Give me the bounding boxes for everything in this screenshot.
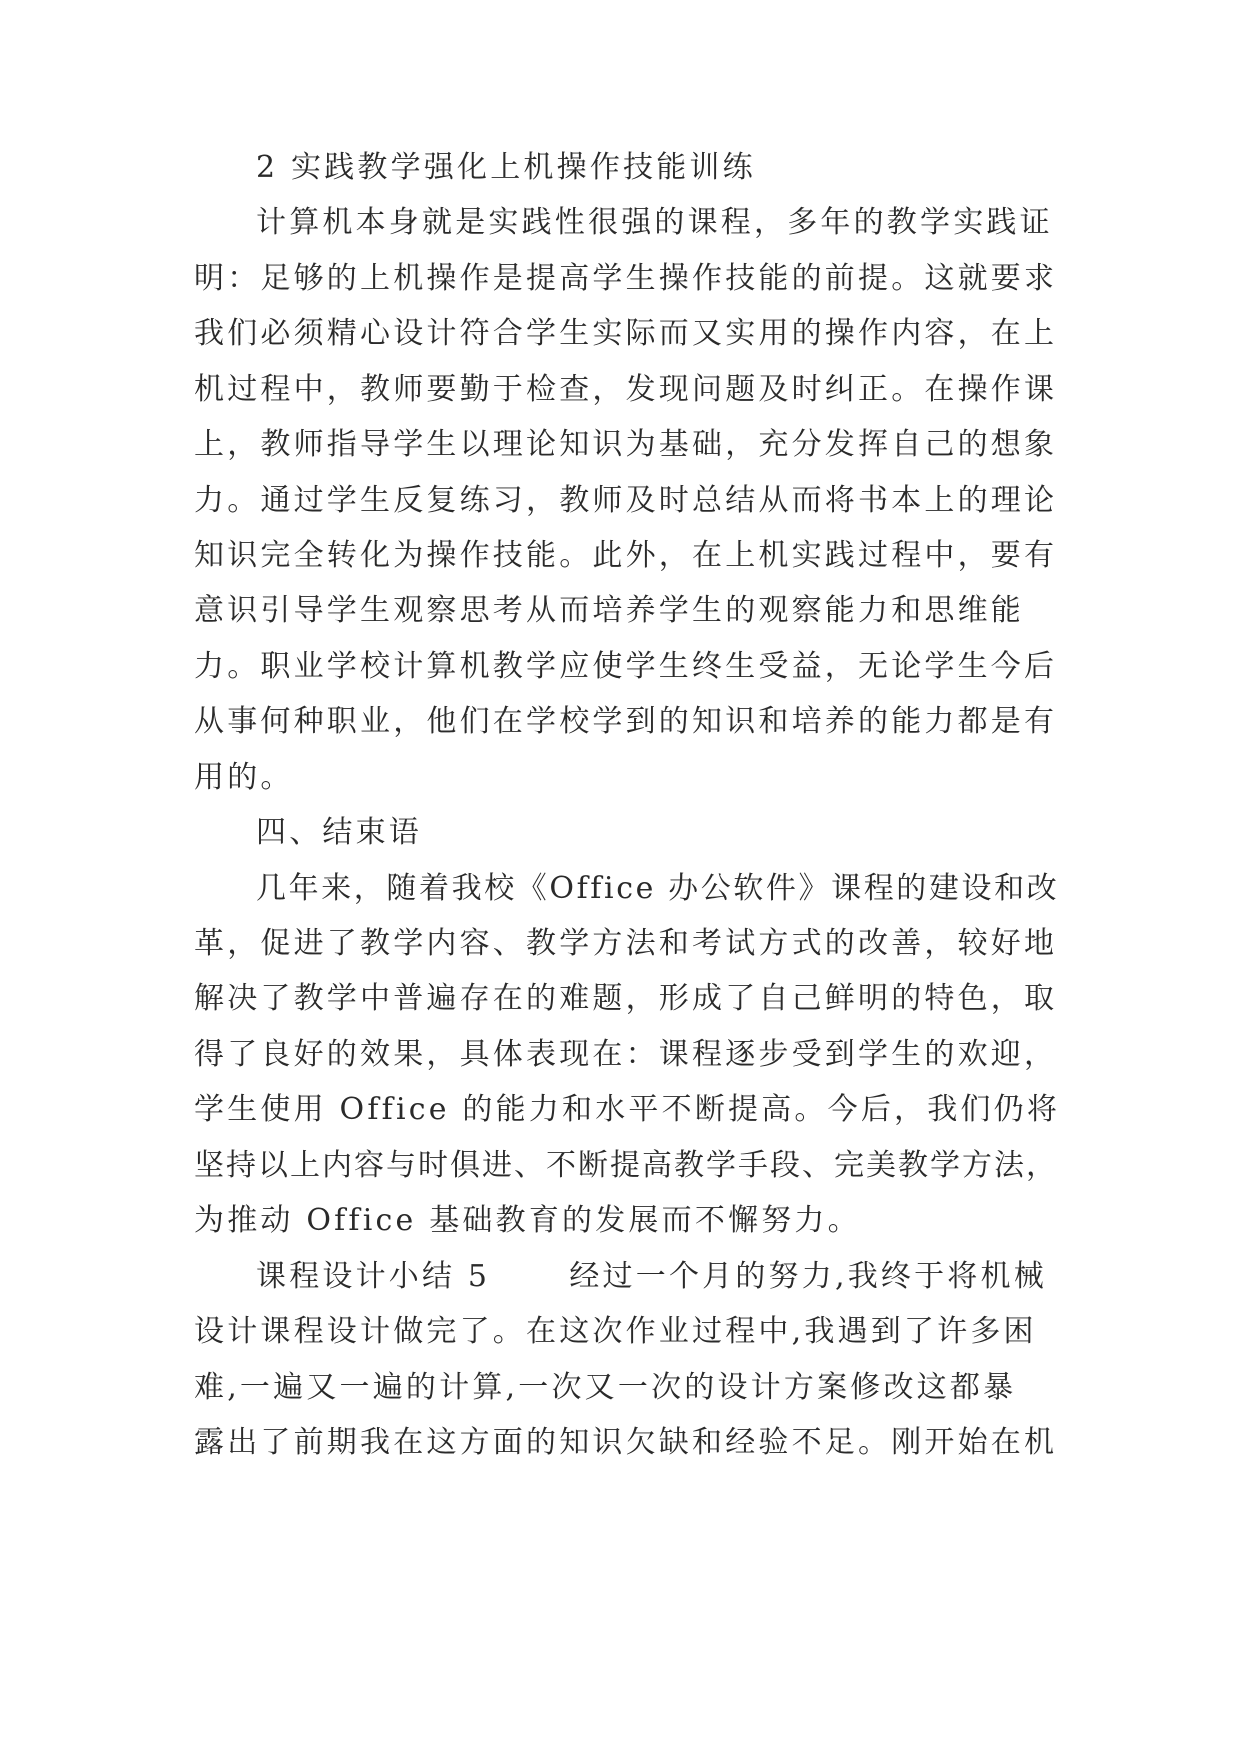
paragraph-line: 露出了前期我在这方面的知识欠缺和经验不足。刚开始在机	[194, 1425, 1058, 1460]
paragraph-line: 机过程中，教师要勤于检查，发现问题及时纠正。在操作课	[194, 372, 1058, 407]
paragraph-line: 为推动 Office 基础教育的发展而不懈努力。	[194, 1203, 861, 1238]
paragraph-line: 明：足够的上机操作是提高学生操作技能的前提。这就要求	[194, 261, 1058, 296]
paragraph-line: 从事何种职业，他们在学校学到的知识和培养的能力都是有	[194, 704, 1058, 739]
paragraph-line: 得了良好的效果，具体表现在：课程逐步受到学生的欢迎，	[194, 1037, 1058, 1072]
paragraph-line: 计算机本身就是实践性很强的课程，多年的教学实践证	[256, 205, 1053, 240]
paragraph-line: 几年来，随着我校《Office 办公软件》课程的建设和改	[256, 871, 1060, 906]
paragraph-line: 用的。	[194, 760, 294, 795]
summary-heading-line: 课程设计小结 5 经过一个月的努力,我终于将机械	[256, 1259, 1047, 1294]
paragraph-line: 知识完全转化为操作技能。此外，在上机实践过程中，要有	[194, 538, 1058, 573]
paragraph-line: 我们必须精心设计符合学生实际而又实用的操作内容，在上	[194, 316, 1058, 351]
paragraph-line: 设计课程设计做完了。在这次作业过程中,我遇到了许多困	[194, 1314, 1037, 1349]
paragraph-line: 坚持以上内容与时俱进、不断提高教学手段、完美教学方法，	[194, 1148, 1058, 1183]
section-heading-conclusion: 四、结束语	[256, 815, 422, 850]
paragraph-line: 力。通过学生反复练习，教师及时总结从而将书本上的理论	[194, 483, 1058, 518]
paragraph-line: 意识引导学生观察思考从而培养学生的观察能力和思维能	[194, 593, 1024, 628]
paragraph-line: 力。职业学校计算机教学应使学生终生受益，无论学生今后	[194, 649, 1058, 684]
paragraph-line: 难,一遍又一遍的计算,一次又一次的设计方案修改这都暴	[194, 1370, 1017, 1405]
paragraph-line: 解决了教学中普遍存在的难题，形成了自己鲜明的特色，取	[194, 981, 1058, 1016]
section-heading-practice: 2 实践教学强化上机操作技能训练	[256, 150, 756, 185]
paragraph-line: 学生使用 Office 的能力和水平不断提高。今后，我们仍将	[194, 1092, 1061, 1127]
paragraph-line: 上，教师指导学生以理论知识为基础，充分发挥自己的想象	[194, 427, 1058, 462]
paragraph-line: 革，促进了教学内容、教学方法和考试方式的改善，较好地	[194, 926, 1058, 961]
